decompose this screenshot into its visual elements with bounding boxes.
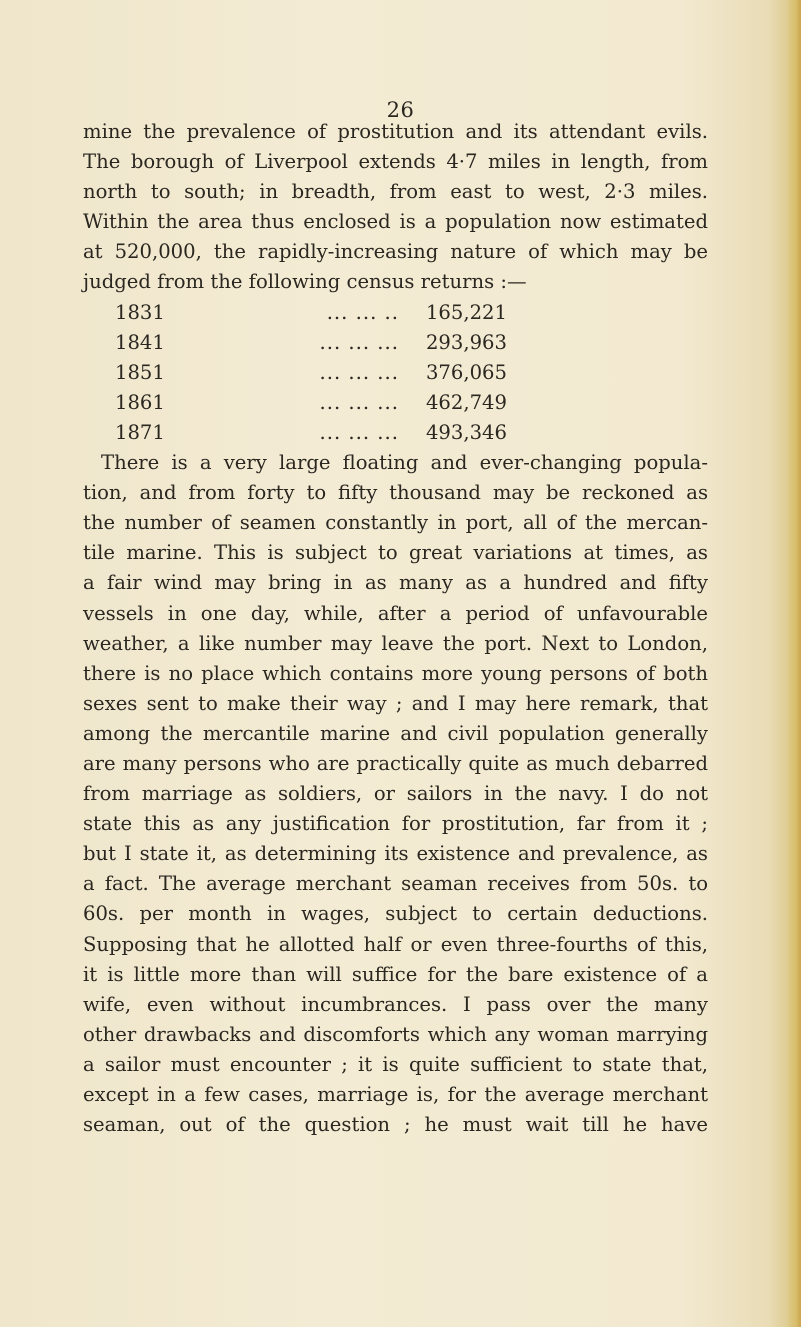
census-leader-dots: ... ... ... <box>319 330 399 354</box>
census-row <box>83 358 708 388</box>
text-line: it is little more than will suffice for the bare existence of a <box>83 962 708 986</box>
text-line: north to south; in breadth, from east to west, 2·3 miles. <box>83 180 708 204</box>
text-line: judged from the following census returns :— <box>83 270 527 294</box>
text-line: The borough of Liverpool extends 4·7 miles in length, from <box>83 150 708 174</box>
census-year: 1841 <box>115 330 165 354</box>
census-year: 1831 <box>115 300 165 324</box>
text-line: other drawbacks and discomforts which any woman marrying <box>83 1022 708 1046</box>
text-line: 60s. per month in wages, subject to certain deductions. <box>83 902 708 926</box>
text-line: there is no place which contains more young persons of both <box>83 661 708 685</box>
page-number: 26 <box>386 98 415 122</box>
page-edge-gilding <box>787 0 801 1327</box>
census-table <box>83 298 708 448</box>
census-year: 1861 <box>115 390 165 414</box>
census-row <box>83 328 708 358</box>
census-population: 293,963 <box>425 330 507 354</box>
census-leader-dots: ... ... ... <box>319 390 399 414</box>
text-line: sexes sent to make their way ; and I may here remark, that <box>83 691 708 715</box>
text-line: from marriage as soldiers, or sailors in the navy. I do not <box>83 782 708 806</box>
census-row <box>83 418 708 448</box>
text-line: mine the prevalence of prostitution and its attendant evils. <box>83 120 708 143</box>
text-line: except in a few cases, marriage is, for the average merchant <box>83 1083 708 1106</box>
text-line: among the mercantile marine and civil population generally <box>83 721 708 745</box>
text-line: Supposing that he allotted half or even three-fourths of this, <box>83 932 708 956</box>
census-population: 493,346 <box>425 420 507 444</box>
text-line: tion, and from forty to fifty thousand may be reckoned as <box>83 481 708 505</box>
census-year: 1851 <box>115 360 165 384</box>
census-row <box>83 298 708 328</box>
census-population: 165,221 <box>425 300 507 324</box>
text-line: wife, even without incumbrances. I pass over the many <box>83 992 708 1016</box>
text-line: vessels in one day, while, after a period of unfavourable <box>83 601 708 625</box>
census-row <box>83 388 708 418</box>
text-line: at 520,000, the rapidly-increasing nature of which may be <box>83 240 708 264</box>
body-text <box>83 117 708 1140</box>
text-line: a sailor must encounter ; it is quite sufficient to state that, <box>83 1052 708 1076</box>
census-leader-dots: ... ... .. <box>326 300 399 324</box>
text-line: a fact. The average merchant seaman receives from 50s. to <box>83 872 708 896</box>
text-line: Within the area thus enclosed is a population now estimated <box>83 210 708 234</box>
text-line: There is a very large floating and ever-changing popula- <box>101 451 708 475</box>
text-line: seaman, out of the question ; he must wait till he have <box>83 1113 708 1137</box>
census-population: 376,065 <box>425 360 507 384</box>
text-line: are many persons who are practically quite as much debarred <box>83 751 708 775</box>
text-line: tile marine. This is subject to great variations at times, as <box>83 541 708 565</box>
text-line: state this as any justification for prostitution, far from it ; <box>83 812 708 836</box>
text-line: a fair wind may bring in as many as a hundred and fifty <box>83 571 708 595</box>
text-line: but I state it, as determining its existence and prevalence, as <box>83 842 708 866</box>
census-leader-dots: ... ... ... <box>319 420 399 444</box>
census-year: 1871 <box>115 420 165 444</box>
census-leader-dots: ... ... ... <box>319 360 399 384</box>
text-line: the number of seamen constantly in port, all of the mercan- <box>83 511 708 535</box>
text-line: weather, a like number may leave the port. Next to London, <box>83 631 708 655</box>
census-population: 462,749 <box>425 390 507 414</box>
